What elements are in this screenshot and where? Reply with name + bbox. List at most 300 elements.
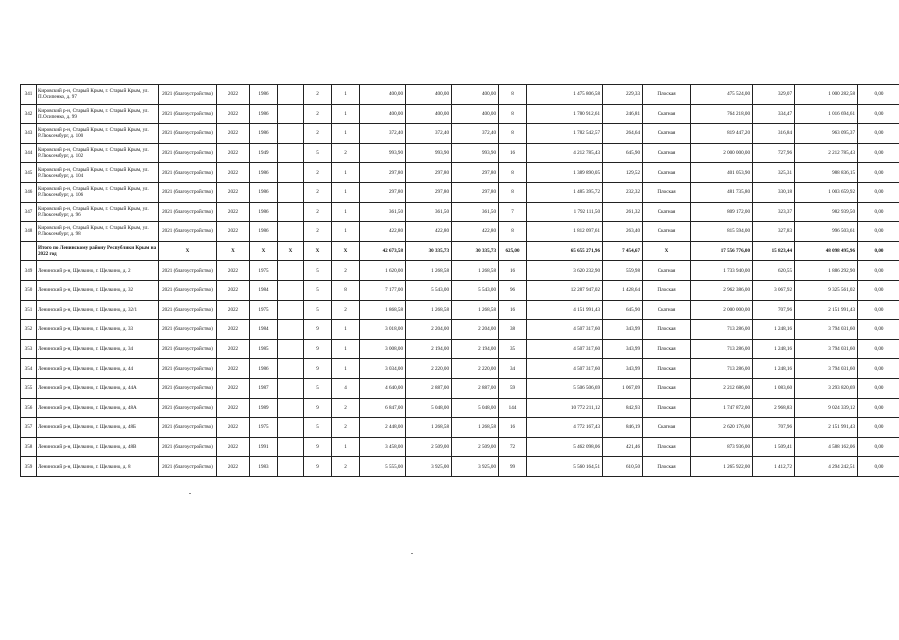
cell-y2: 1986 xyxy=(250,202,278,222)
cell-f: 400,00 xyxy=(452,104,499,124)
cell-d: 993,90 xyxy=(360,143,406,163)
cell-g: 16 xyxy=(499,261,527,281)
cell-n: 351 xyxy=(21,300,37,320)
cell-e: 993,90 xyxy=(406,143,452,163)
cell-addr: Ленинский р-н, Щелкино, г. Щелкино, д. 2 xyxy=(37,261,159,281)
cell-i: 261,32 xyxy=(603,202,643,222)
cell-l: 1 016 694,61 xyxy=(795,104,858,124)
cell-prog: 2021 (благоустройство) xyxy=(159,85,217,105)
cell-c: 1 xyxy=(332,359,360,379)
total-row xyxy=(21,241,899,261)
cell-a xyxy=(278,202,304,222)
cell-y1: 2022 xyxy=(217,418,250,438)
cell-y1: 2022 xyxy=(217,85,250,105)
cell-n: 342 xyxy=(21,104,37,124)
cell-n: 344 xyxy=(21,143,37,163)
cell-h: 1 389 890,05 xyxy=(527,163,603,183)
cell-addr: Кировский р-н, Старый Крым, г. Старый Крым, ул. Р.Люксембург, д. 106 xyxy=(37,182,159,202)
cell-j: 17 556 776,00 xyxy=(691,241,753,261)
cell-f: 2 220,00 xyxy=(452,359,499,379)
table-row xyxy=(21,261,899,281)
cell-i: 645,90 xyxy=(603,143,643,163)
cell-g: 8 xyxy=(499,85,527,105)
cell-y2: 1986 xyxy=(250,359,278,379)
cell-j: 1 265 922,00 xyxy=(691,457,753,477)
cell-m: 0,00 xyxy=(858,241,899,261)
cell-b: 9 xyxy=(304,359,332,379)
cell-j: 713 286,00 xyxy=(691,320,753,340)
cell-g: 35 xyxy=(499,339,527,359)
cell-e: 2 887,00 xyxy=(406,378,452,398)
cell-h: 1 780 912,61 xyxy=(527,104,603,124)
cell-f: 297,80 xyxy=(452,163,499,183)
cell-b: 9 xyxy=(304,457,332,477)
table-row xyxy=(21,85,899,105)
cell-roof: Плоская xyxy=(643,85,691,105)
cell-f: 1 268,58 xyxy=(452,418,499,438)
table-body xyxy=(21,85,899,477)
cell-h: 12 287 947,02 xyxy=(527,280,603,300)
cell-l: 963 095,37 xyxy=(795,124,858,144)
cell-d: 3 018,00 xyxy=(360,320,406,340)
cell-i: 343,99 xyxy=(603,359,643,379)
cell-c: 2 xyxy=(332,143,360,163)
cell-e: 2 509,00 xyxy=(406,437,452,457)
cell-j: 2 000 000,00 xyxy=(691,143,753,163)
cell-h: 5 506 506,69 xyxy=(527,378,603,398)
cell-n: 356 xyxy=(21,398,37,418)
cell-d: 1 868,58 xyxy=(360,300,406,320)
cell-e: 5 543,00 xyxy=(406,280,452,300)
cell-d: 3 034,00 xyxy=(360,359,406,379)
cell-l: 3 794 031,60 xyxy=(795,320,858,340)
cell-a xyxy=(278,104,304,124)
cell-i: 263,40 xyxy=(603,222,643,242)
cell-b: 9 xyxy=(304,320,332,340)
table-row xyxy=(21,202,899,222)
cell-roof: Скатная xyxy=(643,124,691,144)
cell-f: 30 335,73 xyxy=(452,241,499,261)
cell-e: 1 268,58 xyxy=(406,300,452,320)
cell-b: 2 xyxy=(304,222,332,242)
cell-g: 625,00 xyxy=(499,241,527,261)
cell-a xyxy=(278,378,304,398)
cell-roof: Скатная xyxy=(643,418,691,438)
cell-f: 5 543,00 xyxy=(452,280,499,300)
cell-h: 1 812 097,61 xyxy=(527,222,603,242)
cell-prog: 2021 (благоустройство) xyxy=(159,457,217,477)
housing-table xyxy=(20,84,899,477)
cell-a xyxy=(278,163,304,183)
cell-y2: 1986 xyxy=(250,222,278,242)
cell-a xyxy=(278,182,304,202)
registry-sheet xyxy=(20,84,899,477)
cell-d: 297,80 xyxy=(360,182,406,202)
cell-c: 2 xyxy=(332,300,360,320)
cell-a xyxy=(278,222,304,242)
cell-roof: Плоская xyxy=(643,378,691,398)
cell-y2: 1986 xyxy=(250,163,278,183)
cell-n: 348 xyxy=(21,222,37,242)
cell-l: 1 886 292,90 xyxy=(795,261,858,281)
cell-c: 4 xyxy=(332,378,360,398)
cell-d: 42 673,58 xyxy=(360,241,406,261)
cell-n: 352 xyxy=(21,320,37,340)
cell-g: 8 xyxy=(499,104,527,124)
cell-d: 1 620,00 xyxy=(360,261,406,281)
cell-n: 358 xyxy=(21,437,37,457)
cell-j: 475 524,00 xyxy=(691,85,753,105)
cell-addr: Кировский р-н, Старый Крым, г. Старый Крым, ул. Р.Люксембург, д. 104 xyxy=(37,163,159,183)
cell-e: 1 268,58 xyxy=(406,418,452,438)
cell-y1: 2022 xyxy=(217,124,250,144)
cell-j: 819 447,20 xyxy=(691,124,753,144)
cell-d: 372,40 xyxy=(360,124,406,144)
cell-m: 0,00 xyxy=(858,261,899,281)
cell-roof: X xyxy=(643,241,691,261)
cell-h: 1 485 395,72 xyxy=(527,182,603,202)
cell-g: 8 xyxy=(499,163,527,183)
cell-g: 16 xyxy=(499,300,527,320)
cell-b: 2 xyxy=(304,104,332,124)
cell-prog: 2021 (благоустройство) xyxy=(159,222,217,242)
cell-l: 1 000 282,58 xyxy=(795,85,858,105)
cell-k: 329,07 xyxy=(753,85,795,105)
cell-a xyxy=(278,359,304,379)
cell-c: X xyxy=(332,241,360,261)
cell-i: 842,93 xyxy=(603,398,643,418)
cell-l: 996 503,61 xyxy=(795,222,858,242)
cell-n: 341 xyxy=(21,85,37,105)
cell-c: 1 xyxy=(332,182,360,202)
cell-prog: 2021 (благоустройство) xyxy=(159,378,217,398)
table-row xyxy=(21,300,899,320)
cell-n: 349 xyxy=(21,261,37,281)
cell-y2: 1975 xyxy=(250,261,278,281)
cell-m: 0,00 xyxy=(858,222,899,242)
cell-j: 713 286,00 xyxy=(691,339,753,359)
cell-a xyxy=(278,280,304,300)
cell-prog: 2021 (благоустройство) xyxy=(159,359,217,379)
cell-e: 400,00 xyxy=(406,85,452,105)
cell-n: 353 xyxy=(21,339,37,359)
cell-a xyxy=(278,437,304,457)
cell-c: 1 xyxy=(332,202,360,222)
cell-j: 1 733 940,00 xyxy=(691,261,753,281)
cell-addr: Итого по Ленинскому району Республики Крым на 2022 год xyxy=(37,241,159,261)
table-row xyxy=(21,339,899,359)
cell-a xyxy=(278,143,304,163)
cell-addr: Кировский р-н, Старый Крым, г. Старый Крым, ул. Р.Люксембург, д. 98 xyxy=(37,222,159,242)
cell-y1: 2022 xyxy=(217,320,250,340)
cell-b: 5 xyxy=(304,143,332,163)
cell-y1: 2022 xyxy=(217,182,250,202)
cell-b: 5 xyxy=(304,261,332,281)
cell-y2: 1987 xyxy=(250,378,278,398)
cell-roof: Плоская xyxy=(643,280,691,300)
cell-a xyxy=(278,339,304,359)
cell-n: 354 xyxy=(21,359,37,379)
cell-y1: 2022 xyxy=(217,143,250,163)
cell-prog: 2021 (благоустройство) xyxy=(159,437,217,457)
cell-roof: Плоская xyxy=(643,457,691,477)
cell-b: 5 xyxy=(304,378,332,398)
table-row xyxy=(21,457,899,477)
cell-l: 4 588 162,06 xyxy=(795,437,858,457)
cell-m: 0,00 xyxy=(858,359,899,379)
cell-j: 481 735,80 xyxy=(691,182,753,202)
cell-i: 129,52 xyxy=(603,163,643,183)
cell-j: 401 053,90 xyxy=(691,163,753,183)
cell-y1: 2022 xyxy=(217,104,250,124)
cell-addr: Ленинский р-н, Щелкино, г. Щелкино, д. 48Б xyxy=(37,418,159,438)
cell-h: 4 507 317,60 xyxy=(527,320,603,340)
cell-i: 7 454,67 xyxy=(603,241,643,261)
cell-a xyxy=(278,85,304,105)
cell-c: 1 xyxy=(332,85,360,105)
cell-j: 809 172,00 xyxy=(691,202,753,222)
cell-y1: 2022 xyxy=(217,398,250,418)
cell-l: 48 098 495,96 xyxy=(795,241,858,261)
cell-f: 297,80 xyxy=(452,182,499,202)
cell-prog: 2021 (благоустройство) xyxy=(159,163,217,183)
cell-j: 2 962 386,00 xyxy=(691,280,753,300)
cell-roof: Скатная xyxy=(643,261,691,281)
cell-c: 1 xyxy=(332,124,360,144)
scan-speck xyxy=(189,493,191,494)
cell-h: 4 772 167,43 xyxy=(527,418,603,438)
cell-g: 8 xyxy=(499,182,527,202)
cell-k: 1 509,41 xyxy=(753,437,795,457)
cell-prog: 2021 (благоустройство) xyxy=(159,280,217,300)
cell-b: 5 xyxy=(304,418,332,438)
cell-l: 988 836,15 xyxy=(795,163,858,183)
cell-k: 325,31 xyxy=(753,163,795,183)
cell-i: 1 428,64 xyxy=(603,280,643,300)
cell-prog: 2021 (благоустройство) xyxy=(159,300,217,320)
cell-roof: Скатная xyxy=(643,222,691,242)
cell-roof: Скатная xyxy=(643,300,691,320)
cell-roof: Скатная xyxy=(643,202,691,222)
cell-prog: 2021 (благоустройство) xyxy=(159,339,217,359)
cell-n xyxy=(21,241,37,261)
cell-a xyxy=(278,398,304,418)
cell-k: 1 248,16 xyxy=(753,359,795,379)
cell-f: 2 509,00 xyxy=(452,437,499,457)
cell-a xyxy=(278,300,304,320)
cell-m: 0,00 xyxy=(858,163,899,183)
cell-roof: Плоская xyxy=(643,437,691,457)
cell-y2: 1986 xyxy=(250,124,278,144)
cell-addr: Кировский р-н, Старый Крым, г. Старый Крым, ул. Р.Люксембург, д. 96 xyxy=(37,202,159,222)
cell-c: 1 xyxy=(332,163,360,183)
cell-l: 9 024 339,12 xyxy=(795,398,858,418)
cell-g: 8 xyxy=(499,124,527,144)
table-row xyxy=(21,378,899,398)
cell-k: 727,96 xyxy=(753,143,795,163)
cell-b: 2 xyxy=(304,182,332,202)
cell-y1: X xyxy=(217,241,250,261)
cell-y1: 2022 xyxy=(217,457,250,477)
cell-k: 707,96 xyxy=(753,300,795,320)
cell-k: 1 248,16 xyxy=(753,320,795,340)
cell-a xyxy=(278,418,304,438)
cell-f: 422,80 xyxy=(452,222,499,242)
cell-addr: Ленинский р-н, Щелкино, г. Щелкино, д. 48А xyxy=(37,398,159,418)
cell-c: 2 xyxy=(332,261,360,281)
cell-f: 1 268,58 xyxy=(452,300,499,320)
cell-addr: Ленинский р-н, Щелкино, г. Щелкино, д. 32 xyxy=(37,280,159,300)
cell-i: 246,81 xyxy=(603,104,643,124)
cell-f: 3 925,00 xyxy=(452,457,499,477)
cell-e: 3 925,00 xyxy=(406,457,452,477)
cell-i: 264,64 xyxy=(603,124,643,144)
cell-k: 330,18 xyxy=(753,182,795,202)
cell-g: 38 xyxy=(499,320,527,340)
cell-e: 400,00 xyxy=(406,104,452,124)
cell-f: 2 204,00 xyxy=(452,320,499,340)
cell-n: 343 xyxy=(21,124,37,144)
cell-h: 4 212 785,43 xyxy=(527,143,603,163)
cell-l: 2 212 785,43 xyxy=(795,143,858,163)
cell-m: 0,00 xyxy=(858,339,899,359)
cell-d: 7 177,00 xyxy=(360,280,406,300)
cell-y2: 1986 xyxy=(250,182,278,202)
cell-k: 1 412,72 xyxy=(753,457,795,477)
cell-y1: 2022 xyxy=(217,300,250,320)
cell-prog: 2021 (благоустройство) xyxy=(159,202,217,222)
table-row xyxy=(21,280,899,300)
cell-addr: Ленинский р-н, Щелкино, г. Щелкино, д. 32/1 xyxy=(37,300,159,320)
cell-k: 15 823,44 xyxy=(753,241,795,261)
cell-prog: 2021 (благоустройство) xyxy=(159,398,217,418)
cell-a: X xyxy=(278,241,304,261)
cell-h: 3 620 232,90 xyxy=(527,261,603,281)
cell-e: 5 048,00 xyxy=(406,398,452,418)
cell-y1: 2022 xyxy=(217,339,250,359)
cell-n: 357 xyxy=(21,418,37,438)
cell-c: 1 xyxy=(332,339,360,359)
cell-i: 610,50 xyxy=(603,457,643,477)
cell-y1: 2022 xyxy=(217,261,250,281)
cell-i: 229,33 xyxy=(603,85,643,105)
scan-speck xyxy=(411,553,413,554)
cell-g: 8 xyxy=(499,222,527,242)
cell-l: 2 151 991,43 xyxy=(795,300,858,320)
cell-f: 372,40 xyxy=(452,124,499,144)
cell-addr: Ленинский р-н, Щелкино, г. Щелкино, д. 8 xyxy=(37,457,159,477)
cell-g: 72 xyxy=(499,437,527,457)
cell-c: 2 xyxy=(332,398,360,418)
cell-i: 846,19 xyxy=(603,418,643,438)
cell-y2: 1985 xyxy=(250,339,278,359)
cell-j: 2 212 686,00 xyxy=(691,378,753,398)
cell-h: 1 792 111,50 xyxy=(527,202,603,222)
cell-k: 334,47 xyxy=(753,104,795,124)
cell-addr: Ленинский р-н, Щелкино, г. Щелкино, д. 34 xyxy=(37,339,159,359)
cell-j: 713 286,00 xyxy=(691,359,753,379)
cell-addr: Ленинский р-н, Щелкино, г. Щелкино, д. 44 xyxy=(37,359,159,379)
cell-roof: Плоская xyxy=(643,359,691,379)
cell-k: 3 067,92 xyxy=(753,280,795,300)
cell-n: 359 xyxy=(21,457,37,477)
cell-c: 2 xyxy=(332,457,360,477)
cell-n: 355 xyxy=(21,378,37,398)
cell-y1: 2022 xyxy=(217,378,250,398)
cell-y2: 1984 xyxy=(250,280,278,300)
cell-d: 3 458,00 xyxy=(360,437,406,457)
cell-y2: 1975 xyxy=(250,300,278,320)
cell-d: 2 448,00 xyxy=(360,418,406,438)
cell-n: 347 xyxy=(21,202,37,222)
cell-h: 5 462 098,06 xyxy=(527,437,603,457)
cell-h: 4 507 317,60 xyxy=(527,359,603,379)
cell-y2: X xyxy=(250,241,278,261)
cell-k: 2 968,83 xyxy=(753,398,795,418)
cell-b: 2 xyxy=(304,163,332,183)
cell-m: 0,00 xyxy=(858,202,899,222)
cell-prog: 2021 (благоустройство) xyxy=(159,182,217,202)
cell-h: 10 772 211,12 xyxy=(527,398,603,418)
cell-y2: 1986 xyxy=(250,104,278,124)
cell-prog: 2021 (благоустройство) xyxy=(159,143,217,163)
cell-e: 1 268,58 xyxy=(406,261,452,281)
cell-h: 5 560 164,51 xyxy=(527,457,603,477)
cell-m: 0,00 xyxy=(858,300,899,320)
cell-i: 232,32 xyxy=(603,182,643,202)
cell-e: 2 194,00 xyxy=(406,339,452,359)
cell-d: 6 847,00 xyxy=(360,398,406,418)
cell-c: 1 xyxy=(332,222,360,242)
cell-b: 9 xyxy=(304,339,332,359)
table-row xyxy=(21,143,899,163)
cell-k: 620,55 xyxy=(753,261,795,281)
cell-e: 297,80 xyxy=(406,182,452,202)
cell-i: 645,90 xyxy=(603,300,643,320)
cell-c: 1 xyxy=(332,437,360,457)
cell-c: 8 xyxy=(332,280,360,300)
cell-m: 0,00 xyxy=(858,143,899,163)
cell-y2: 1983 xyxy=(250,457,278,477)
cell-m: 0,00 xyxy=(858,182,899,202)
cell-g: 96 xyxy=(499,280,527,300)
cell-h: 4 507 317,60 xyxy=(527,339,603,359)
cell-prog: 2021 (благоустройство) xyxy=(159,124,217,144)
cell-prog: 2021 (благоустройство) xyxy=(159,104,217,124)
table-row xyxy=(21,182,899,202)
cell-b: 9 xyxy=(304,398,332,418)
cell-m: 0,00 xyxy=(858,124,899,144)
cell-addr: Ленинский р-н, Щелкино, г. Щелкино, д. 33 xyxy=(37,320,159,340)
cell-h: 4 151 991,43 xyxy=(527,300,603,320)
cell-l: 3 794 031,60 xyxy=(795,339,858,359)
table-row xyxy=(21,359,899,379)
cell-e: 30 335,73 xyxy=(406,241,452,261)
cell-d: 361,50 xyxy=(360,202,406,222)
cell-m: 0,00 xyxy=(858,457,899,477)
cell-f: 993,90 xyxy=(452,143,499,163)
cell-roof: Скатная xyxy=(643,163,691,183)
cell-y1: 2022 xyxy=(217,202,250,222)
cell-g: 59 xyxy=(499,378,527,398)
cell-i: 1 067,09 xyxy=(603,378,643,398)
cell-e: 422,80 xyxy=(406,222,452,242)
cell-j: 2 000 000,00 xyxy=(691,300,753,320)
table-row xyxy=(21,320,899,340)
cell-y1: 2022 xyxy=(217,280,250,300)
cell-f: 1 268,58 xyxy=(452,261,499,281)
cell-a xyxy=(278,124,304,144)
